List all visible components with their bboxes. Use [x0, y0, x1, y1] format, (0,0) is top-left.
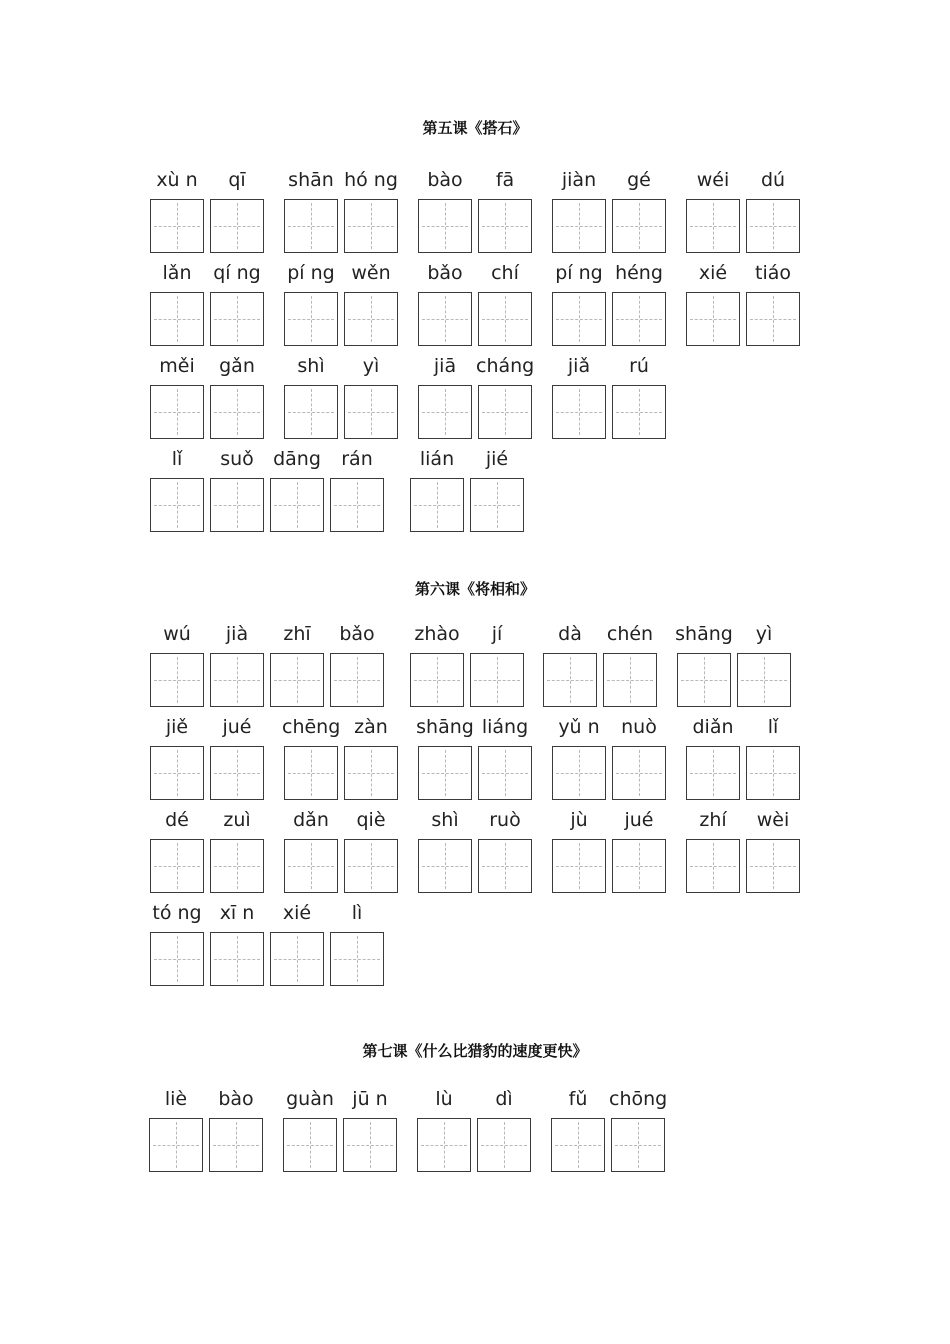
- pinyin-label: chōng: [609, 1088, 668, 1110]
- pinyin-label: jié: [485, 448, 509, 470]
- pinyin-label: jiàn: [561, 169, 597, 191]
- pinyin-label: qí ng: [213, 262, 261, 284]
- writing-box[interactable]: [284, 199, 338, 253]
- pinyin-label: bào: [427, 169, 463, 191]
- pinyin-label: bào: [218, 1088, 254, 1110]
- pinyin-label: lǐ: [171, 448, 183, 470]
- writing-box[interactable]: [283, 1118, 337, 1172]
- writing-box[interactable]: [478, 839, 532, 893]
- pinyin-label: dì: [495, 1088, 513, 1110]
- pinyin-label: yì: [755, 623, 773, 645]
- writing-box[interactable]: [418, 292, 472, 346]
- writing-box[interactable]: [551, 1118, 605, 1172]
- writing-box[interactable]: [150, 385, 204, 439]
- writing-box[interactable]: [478, 746, 532, 800]
- writing-box[interactable]: [150, 839, 204, 893]
- pinyin-label: yǔ n: [558, 716, 600, 738]
- pinyin-label: dú: [760, 169, 786, 191]
- writing-box[interactable]: [149, 1118, 203, 1172]
- writing-box[interactable]: [210, 199, 264, 253]
- pinyin-label: héng: [615, 262, 663, 284]
- writing-box[interactable]: [150, 199, 204, 253]
- pinyin-label: shān: [288, 169, 334, 191]
- writing-box[interactable]: [210, 385, 264, 439]
- writing-box[interactable]: [478, 292, 532, 346]
- writing-box[interactable]: [477, 1118, 531, 1172]
- writing-box[interactable]: [552, 839, 606, 893]
- writing-box[interactable]: [746, 839, 800, 893]
- pinyin-label: wú: [163, 623, 191, 645]
- pinyin-label: xù n: [156, 169, 198, 191]
- pinyin-label: dé: [165, 809, 189, 831]
- pinyin-label: wéi: [696, 169, 730, 191]
- writing-box[interactable]: [150, 478, 204, 532]
- writing-box[interactable]: [344, 746, 398, 800]
- pinyin-label: zàn: [354, 716, 388, 738]
- writing-box[interactable]: [612, 199, 666, 253]
- pinyin-label: ruò: [489, 809, 521, 831]
- pinyin-label: jué: [222, 716, 252, 738]
- pinyin-label: jù: [570, 809, 588, 831]
- pinyin-label: jū n: [352, 1088, 388, 1110]
- lesson-title: 第六课《将相和》: [414, 580, 535, 598]
- pinyin-label: cháng: [476, 355, 535, 377]
- writing-box[interactable]: [418, 839, 472, 893]
- writing-box[interactable]: [210, 292, 264, 346]
- pinyin-label: gé: [627, 169, 651, 191]
- writing-box[interactable]: [470, 653, 524, 707]
- pinyin-label: wěn: [351, 262, 391, 284]
- pinyin-label: jiā: [433, 355, 457, 377]
- writing-box[interactable]: [210, 932, 264, 986]
- pinyin-label: rán: [341, 448, 373, 470]
- writing-box[interactable]: [686, 292, 740, 346]
- writing-box[interactable]: [270, 478, 324, 532]
- writing-box[interactable]: [210, 839, 264, 893]
- pinyin-label: dǎn: [293, 809, 329, 831]
- writing-box[interactable]: [344, 199, 398, 253]
- writing-box[interactable]: [330, 932, 384, 986]
- pinyin-label: shāng: [416, 716, 474, 738]
- pinyin-label: nuò: [621, 716, 657, 738]
- pinyin-label: dāng: [273, 448, 321, 470]
- pinyin-label: liáng: [481, 716, 529, 738]
- pinyin-label: shāng: [675, 623, 733, 645]
- writing-box[interactable]: [603, 653, 657, 707]
- writing-box[interactable]: [284, 385, 338, 439]
- writing-box[interactable]: [746, 199, 800, 253]
- writing-box[interactable]: [150, 653, 204, 707]
- pinyin-label: qī: [228, 169, 246, 191]
- writing-box[interactable]: [150, 932, 204, 986]
- pinyin-label: chí: [491, 262, 519, 284]
- writing-box[interactable]: [552, 385, 606, 439]
- writing-box[interactable]: [330, 653, 384, 707]
- writing-box[interactable]: [612, 746, 666, 800]
- pinyin-label: suǒ: [220, 448, 254, 470]
- pinyin-label: qiè: [356, 809, 386, 831]
- pinyin-label: chén: [606, 623, 654, 645]
- writing-box[interactable]: [410, 478, 464, 532]
- writing-box[interactable]: [344, 385, 398, 439]
- writing-box[interactable]: [552, 292, 606, 346]
- pinyin-label: jué: [624, 809, 654, 831]
- pinyin-label: shì: [431, 809, 459, 831]
- lesson-title: 第七课《什么比猎豹的速度更快》: [362, 1042, 588, 1060]
- pinyin-label: zhī: [283, 623, 311, 645]
- writing-box[interactable]: [284, 839, 338, 893]
- writing-box[interactable]: [210, 746, 264, 800]
- writing-box[interactable]: [417, 1118, 471, 1172]
- pinyin-label: fā: [495, 169, 515, 191]
- writing-box[interactable]: [270, 653, 324, 707]
- writing-box[interactable]: [478, 199, 532, 253]
- writing-box[interactable]: [470, 478, 524, 532]
- writing-box[interactable]: [150, 746, 204, 800]
- writing-box[interactable]: [344, 839, 398, 893]
- writing-box[interactable]: [612, 385, 666, 439]
- pinyin-label: jí: [491, 623, 503, 645]
- pinyin-label: jiě: [165, 716, 189, 738]
- writing-box[interactable]: [552, 746, 606, 800]
- writing-box[interactable]: [330, 478, 384, 532]
- writing-box[interactable]: [612, 839, 666, 893]
- writing-box[interactable]: [686, 746, 740, 800]
- writing-box[interactable]: [210, 653, 264, 707]
- writing-box[interactable]: [552, 199, 606, 253]
- pinyin-label: liè: [164, 1088, 188, 1110]
- pinyin-label: rú: [629, 355, 649, 377]
- writing-box[interactable]: [284, 292, 338, 346]
- writing-box[interactable]: [344, 292, 398, 346]
- pinyin-label: zuì: [223, 809, 251, 831]
- pinyin-label: zhào: [414, 623, 460, 645]
- writing-box[interactable]: [150, 292, 204, 346]
- writing-box[interactable]: [746, 292, 800, 346]
- pinyin-label: chēng: [282, 716, 341, 738]
- pinyin-label: lù: [435, 1088, 453, 1110]
- pinyin-label: gǎn: [219, 355, 255, 377]
- writing-box[interactable]: [270, 932, 324, 986]
- pinyin-label: xié: [282, 902, 312, 924]
- writing-box[interactable]: [543, 653, 597, 707]
- writing-box[interactable]: [677, 653, 731, 707]
- writing-box[interactable]: [686, 199, 740, 253]
- pinyin-label: hó ng: [344, 169, 398, 191]
- writing-box[interactable]: [410, 653, 464, 707]
- pinyin-label: dà: [558, 623, 582, 645]
- writing-box[interactable]: [611, 1118, 665, 1172]
- pinyin-label: jià: [225, 623, 249, 645]
- pinyin-label: yì: [362, 355, 380, 377]
- pinyin-label: pí ng: [287, 262, 335, 284]
- pinyin-label: wèi: [756, 809, 790, 831]
- writing-box[interactable]: [737, 653, 791, 707]
- writing-box[interactable]: [418, 385, 472, 439]
- writing-box[interactable]: [686, 839, 740, 893]
- pinyin-label: shì: [297, 355, 325, 377]
- pinyin-label: lián: [419, 448, 455, 470]
- pinyin-label: zhí: [699, 809, 727, 831]
- writing-box[interactable]: [612, 292, 666, 346]
- lesson-title: 第五课《搭石》: [422, 119, 528, 137]
- writing-box[interactable]: [478, 385, 532, 439]
- pinyin-label: bǎo: [427, 262, 463, 284]
- pinyin-label: lǐ: [767, 716, 779, 738]
- pinyin-label: tó ng: [152, 902, 202, 924]
- pinyin-label: xī n: [219, 902, 255, 924]
- writing-box[interactable]: [210, 478, 264, 532]
- pinyin-label: tiáo: [755, 262, 791, 284]
- pinyin-label: bǎo: [339, 623, 375, 645]
- writing-box[interactable]: [209, 1118, 263, 1172]
- pinyin-label: měi: [159, 355, 195, 377]
- writing-box[interactable]: [343, 1118, 397, 1172]
- pinyin-label: guàn: [286, 1088, 334, 1110]
- writing-box[interactable]: [284, 746, 338, 800]
- pinyin-label: jiǎ: [567, 355, 591, 377]
- pinyin-label: diǎn: [692, 716, 734, 738]
- pinyin-label: pí ng: [555, 262, 603, 284]
- writing-box[interactable]: [418, 199, 472, 253]
- pinyin-label: xié: [698, 262, 728, 284]
- pinyin-label: lì: [351, 902, 363, 924]
- writing-box[interactable]: [418, 746, 472, 800]
- pinyin-label: fǔ: [568, 1088, 588, 1110]
- pinyin-label: lǎn: [162, 262, 192, 284]
- writing-box[interactable]: [746, 746, 800, 800]
